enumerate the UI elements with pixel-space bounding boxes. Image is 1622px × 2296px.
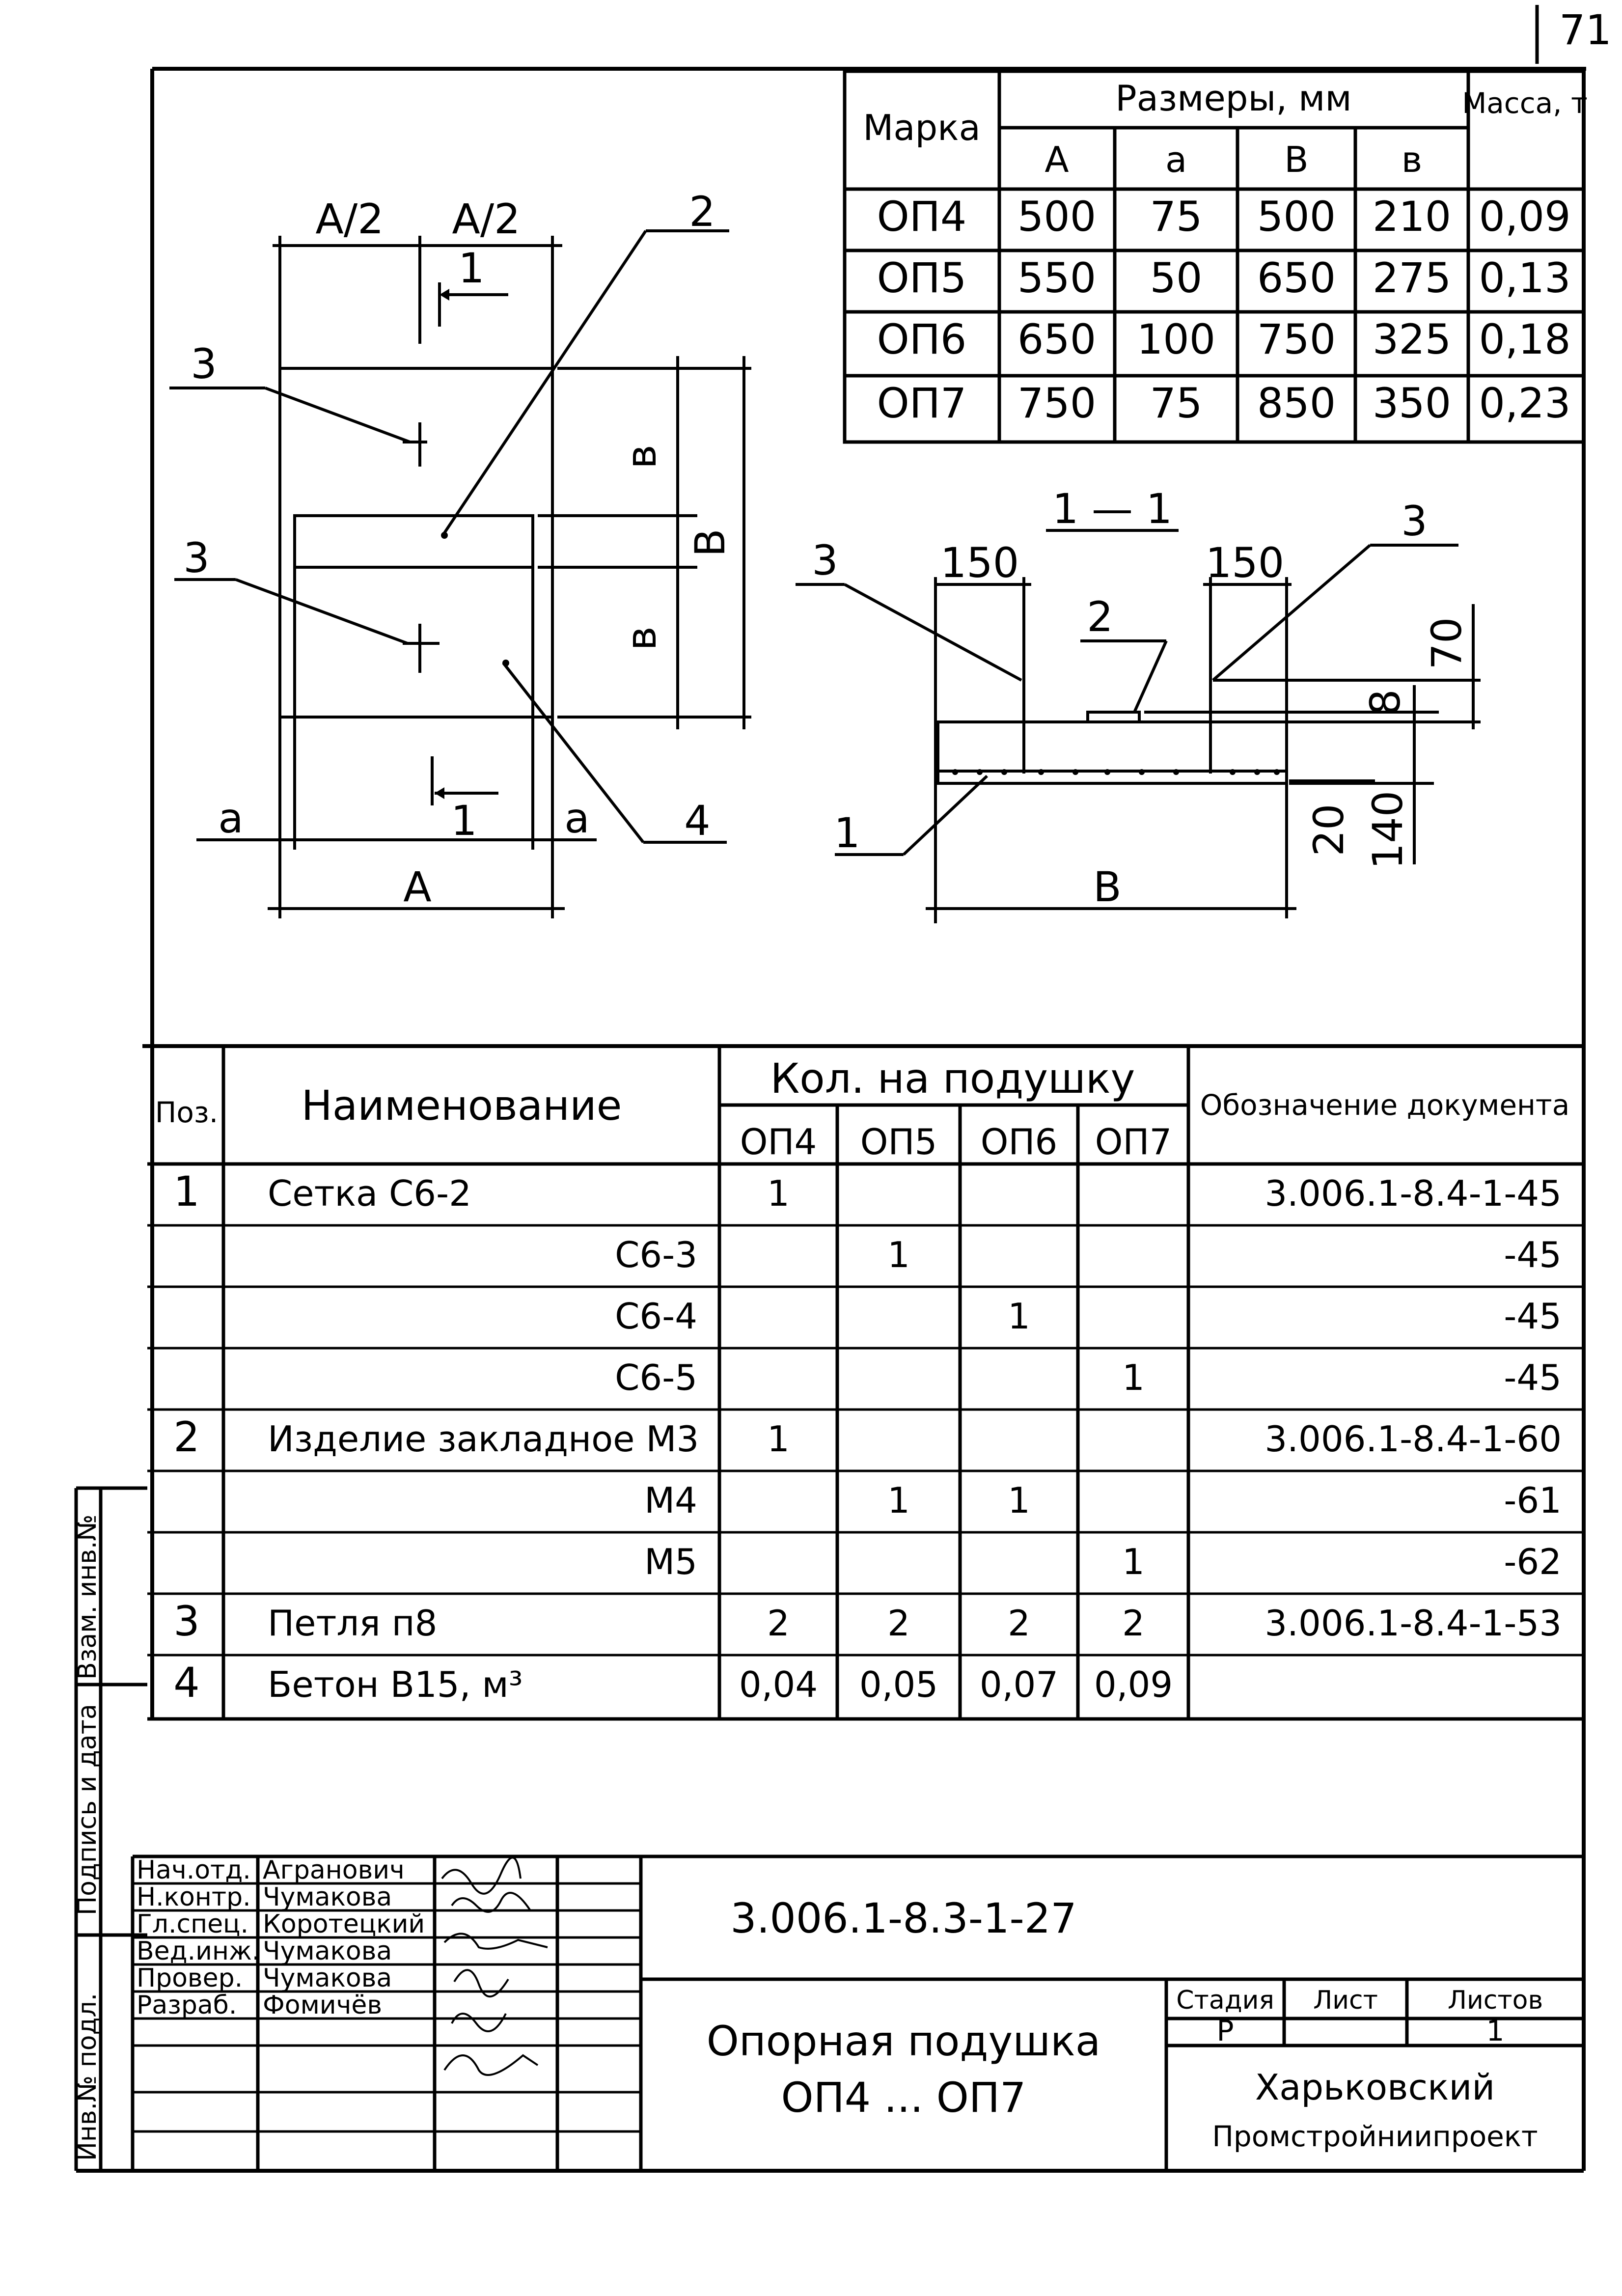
plan-arrows <box>435 289 509 799</box>
stage-value: Р <box>1216 2014 1234 2047</box>
spec-table <box>147 1046 1584 1719</box>
col-mark-header: Марка <box>863 107 981 148</box>
sizes-cell-B: 500 <box>1257 193 1336 241</box>
dim-half-a-right: A/2 <box>452 195 521 243</box>
spec-name: С6-5 <box>615 1357 697 1398</box>
dim-B-plan: В <box>686 528 734 557</box>
subcol-a: a <box>1165 139 1187 180</box>
spec-qty: 0,04 <box>739 1664 818 1705</box>
side-inv-orig: Инв.№ подл. <box>73 1992 102 2161</box>
sizes-cell-mass: 0,18 <box>1479 315 1571 363</box>
dim-8: 8 <box>1361 689 1409 716</box>
subcol-B: B <box>1284 139 1309 180</box>
spec-name: С6-3 <box>615 1234 697 1275</box>
embedded-plate-section <box>1088 712 1139 722</box>
sizes-cell-B: 750 <box>1257 315 1336 363</box>
spec-header-doc: Обозначение документа <box>1200 1088 1570 1122</box>
staff-name: Агранович <box>263 1855 405 1885</box>
spec-doc: -61 <box>1504 1480 1562 1521</box>
sizes-cell-mark: ОП7 <box>877 379 967 427</box>
sizes-table <box>845 71 1588 442</box>
signatures <box>442 1857 548 2075</box>
spec-doc: 3.006.1-8.4-1-45 <box>1265 1173 1562 1214</box>
sizes-cell-A: 550 <box>1017 254 1097 302</box>
dim-140: 140 <box>1364 790 1412 870</box>
dim-b-top: в <box>617 444 665 469</box>
plan-outline <box>280 368 552 717</box>
sizes-cell-mass: 0,13 <box>1479 254 1571 302</box>
spec-name: С6-4 <box>615 1296 697 1337</box>
sizes-cell-b: 350 <box>1372 379 1452 427</box>
section-mark-top: 1 <box>458 244 485 292</box>
sizes-cell-a: 75 <box>1150 379 1203 427</box>
sheet-label: Лист <box>1313 1986 1378 2015</box>
staff-role: Н.контр. <box>137 1882 251 1912</box>
spec-qty: 0,07 <box>979 1664 1059 1705</box>
dim-150-right: 150 <box>1205 539 1285 587</box>
callout-3-plan-top: 3 <box>191 340 217 388</box>
sizes-cell-A: 500 <box>1017 193 1097 241</box>
sizes-cell-b: 210 <box>1372 193 1452 241</box>
dim-150-left: 150 <box>940 539 1019 587</box>
spec-qty: 1 <box>767 1173 790 1214</box>
section-mark-bottom: 1 <box>451 797 477 845</box>
sheets-value: 1 <box>1486 2014 1505 2047</box>
spec-pos: 2 <box>173 1413 200 1461</box>
dim-a-right: а <box>564 794 590 842</box>
sizes-cell-A: 750 <box>1017 379 1097 427</box>
dim-70: 70 <box>1423 617 1471 670</box>
org-line1: Харьковский <box>1255 2067 1495 2108</box>
sizes-cell-mark: ОП5 <box>877 254 967 302</box>
embedded-plate-plan <box>295 516 533 567</box>
callout-2-section: 2 <box>1087 593 1113 641</box>
spec-qty: 1 <box>1122 1541 1145 1582</box>
spec-pos: 1 <box>173 1167 200 1216</box>
spec-qty: 1 <box>767 1418 790 1460</box>
dim-20: 20 <box>1305 803 1353 857</box>
dim-B-section: В <box>1093 863 1122 911</box>
stage-label: Стадия <box>1176 1986 1274 2015</box>
sheets-label: Листов <box>1447 1986 1543 2015</box>
sizes-cell-a: 50 <box>1150 254 1203 302</box>
spec-qty: 2 <box>887 1603 910 1644</box>
qty-col-op5: ОП5 <box>860 1121 937 1162</box>
spec-name: Изделие закладное М3 <box>268 1418 699 1460</box>
sizes-cell-mark: ОП4 <box>877 193 967 241</box>
sizes-cell-B: 850 <box>1257 379 1336 427</box>
side-inv-replace: Взам. инв.№ <box>73 1514 102 1680</box>
dim-b-bottom: в <box>617 626 665 651</box>
drawing-title-line1: Опорная подушка <box>706 2017 1101 2065</box>
sizes-cell-b: 275 <box>1372 254 1452 302</box>
staff-name: Коротецкий <box>263 1909 425 1939</box>
page-number: 71 <box>1559 6 1612 54</box>
spec-qty: 1 <box>1008 1480 1030 1521</box>
spec-qty: 2 <box>1008 1603 1030 1644</box>
dim-A-plan: А <box>403 863 432 911</box>
staff-role: Провер. <box>137 1964 243 1993</box>
sizes-cell-A: 650 <box>1017 315 1097 363</box>
spec-name: М5 <box>644 1541 697 1582</box>
sizes-cell-B: 650 <box>1257 254 1336 302</box>
spec-name: Бетон В15, м³ <box>268 1664 523 1705</box>
callout-4-plan: 4 <box>684 797 711 845</box>
subcol-A: A <box>1045 139 1069 180</box>
qty-col-op4: ОП4 <box>740 1121 817 1162</box>
sizes-cell-a: 75 <box>1150 193 1203 241</box>
spec-doc: -45 <box>1504 1296 1562 1337</box>
spec-header-pos: Поз. <box>155 1096 219 1129</box>
staff-name: Чумакова <box>263 1964 392 1993</box>
spec-doc: 3.006.1-8.4-1-60 <box>1265 1418 1562 1460</box>
spec-qty: 1 <box>887 1234 910 1275</box>
staff-role: Нач.отд. <box>137 1855 251 1885</box>
spec-doc: -62 <box>1504 1541 1562 1582</box>
spec-qty: 1 <box>1008 1296 1030 1337</box>
staff-name: Фомичёв <box>263 1991 382 2020</box>
staff-name: Чумакова <box>263 1936 392 1966</box>
spec-pos: 3 <box>173 1597 200 1645</box>
dim-a-left: а <box>218 794 244 842</box>
sizes-cell-mark: ОП6 <box>877 315 967 363</box>
staff-role: Гл.спец. <box>137 1909 248 1939</box>
spec-qty: 1 <box>1122 1357 1145 1398</box>
side-sign-date: Подпись и дата <box>73 1704 102 1915</box>
col-mass-header: Масса, т <box>1462 86 1588 120</box>
sizes-cell-mass: 0,23 <box>1479 379 1571 427</box>
spec-qty: 2 <box>767 1603 790 1644</box>
drawing-title-line2: ОП4 ... ОП7 <box>781 2074 1026 2122</box>
spec-name: Сетка С6-2 <box>268 1173 471 1214</box>
spec-name: Петля п8 <box>268 1603 438 1644</box>
dim-half-a-left: A/2 <box>315 195 384 243</box>
callout-3-plan-bottom: 3 <box>183 534 210 582</box>
staff-role: Разраб. <box>137 1991 237 2020</box>
sizes-cell-a: 100 <box>1136 315 1216 363</box>
section-title: 1 — 1 <box>1052 485 1173 533</box>
spec-header-name: Наименование <box>301 1081 622 1130</box>
spec-doc: 3.006.1-8.4-1-53 <box>1265 1603 1562 1644</box>
spec-qty: 2 <box>1122 1603 1145 1644</box>
callout-1-section: 1 <box>834 809 860 857</box>
org-line2: Промстройниипроект <box>1212 2120 1538 2153</box>
spec-qty: 0,05 <box>859 1664 938 1705</box>
sizes-cell-b: 325 <box>1372 315 1452 363</box>
doc-code: 3.006.1-8.3-1-27 <box>730 1894 1077 1942</box>
title-block-staff <box>137 1855 425 2020</box>
col-sizes-header: Размеры, мм <box>1115 78 1352 119</box>
spec-header-qty: Кол. на подушку <box>770 1054 1135 1103</box>
spec-qty: 0,09 <box>1094 1664 1173 1705</box>
subcol-b: в <box>1401 139 1423 180</box>
callout-3-section-right: 3 <box>1401 497 1428 545</box>
staff-name: Чумакова <box>263 1882 392 1912</box>
spec-rows <box>173 1167 1562 1707</box>
spec-doc: -45 <box>1504 1234 1562 1275</box>
qty-col-op7: ОП7 <box>1095 1121 1172 1162</box>
staff-role: Вед.инж. <box>137 1936 260 1966</box>
callout-3-section-left: 3 <box>812 536 838 584</box>
qty-col-op6: ОП6 <box>980 1121 1058 1162</box>
callout-2-plan: 2 <box>689 188 715 236</box>
sizes-cell-mass: 0,09 <box>1479 193 1571 241</box>
spec-qty: 1 <box>887 1480 910 1521</box>
spec-doc: -45 <box>1504 1357 1562 1398</box>
spec-name: М4 <box>644 1480 697 1521</box>
spec-pos: 4 <box>173 1659 200 1707</box>
